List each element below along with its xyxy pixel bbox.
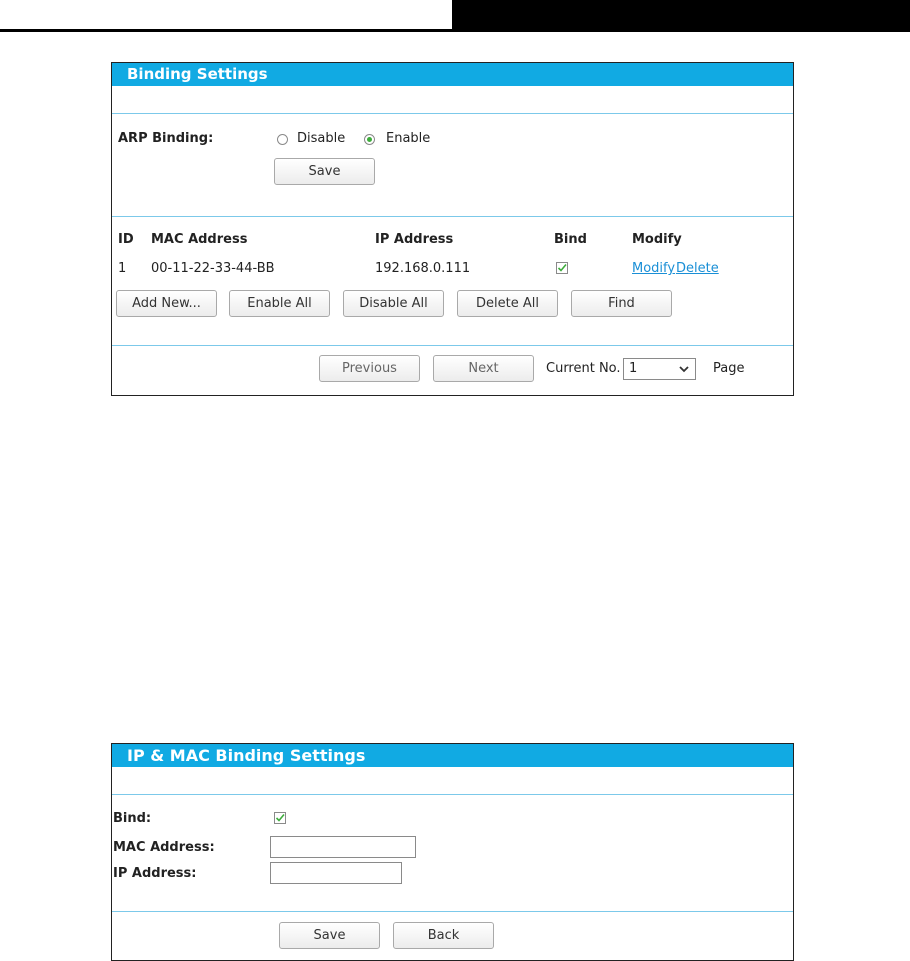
enable-all-button[interactable]: Enable All <box>229 290 330 317</box>
chevron-down-icon <box>677 362 691 376</box>
disable-radio[interactable] <box>277 134 288 145</box>
ip-address-label: IP Address: <box>113 866 197 881</box>
header-bar <box>452 0 910 32</box>
mac-address-input[interactable] <box>270 836 416 858</box>
save-button[interactable]: Save <box>279 922 380 949</box>
column-header-bind: Bind <box>554 232 587 247</box>
ip-address-input[interactable] <box>270 862 402 884</box>
divider <box>112 345 793 346</box>
disable-label: Disable <box>297 131 346 146</box>
bind-label: Bind: <box>113 811 152 826</box>
bind-checkbox-icon[interactable] <box>274 812 286 824</box>
modify-link[interactable]: Modify <box>632 261 676 276</box>
previous-button[interactable]: Previous <box>319 355 420 382</box>
add-new-button[interactable]: Add New... <box>116 290 217 317</box>
page-label: Page <box>713 361 745 376</box>
column-header-mac: MAC Address <box>151 232 248 247</box>
next-button[interactable]: Next <box>433 355 534 382</box>
panel-title: IP & MAC Binding Settings <box>112 744 793 767</box>
top-rule <box>0 29 452 32</box>
current-no-label: Current No. <box>546 361 621 376</box>
save-button[interactable]: Save <box>274 158 375 185</box>
column-header-modify: Modify <box>632 232 682 247</box>
divider <box>112 113 793 114</box>
back-button[interactable]: Back <box>393 922 494 949</box>
enable-label: Enable <box>386 131 431 146</box>
delete-link[interactable]: Delete <box>676 261 719 276</box>
delete-all-button[interactable]: Delete All <box>457 290 558 317</box>
ip-mac-binding-panel <box>111 743 794 961</box>
arp-binding-label: ARP Binding: <box>118 131 214 146</box>
divider <box>112 216 793 217</box>
row-mac: 00-11-22-33-44-BB <box>151 261 275 276</box>
row-id: 1 <box>118 261 127 276</box>
bind-checkbox-icon[interactable] <box>556 262 568 274</box>
divider <box>112 911 793 912</box>
panel-title: Binding Settings <box>112 63 793 86</box>
page-select[interactable] <box>623 358 696 380</box>
enable-radio[interactable] <box>364 134 375 145</box>
disable-all-button[interactable]: Disable All <box>343 290 444 317</box>
row-ip: 192.168.0.111 <box>375 261 471 276</box>
page-select-value: 1 <box>629 361 638 376</box>
divider <box>112 794 793 795</box>
column-header-ip: IP Address <box>375 232 454 247</box>
binding-settings-panel <box>111 62 794 396</box>
find-button[interactable]: Find <box>571 290 672 317</box>
mac-address-label: MAC Address: <box>113 840 215 855</box>
column-header-id: ID <box>118 232 134 247</box>
